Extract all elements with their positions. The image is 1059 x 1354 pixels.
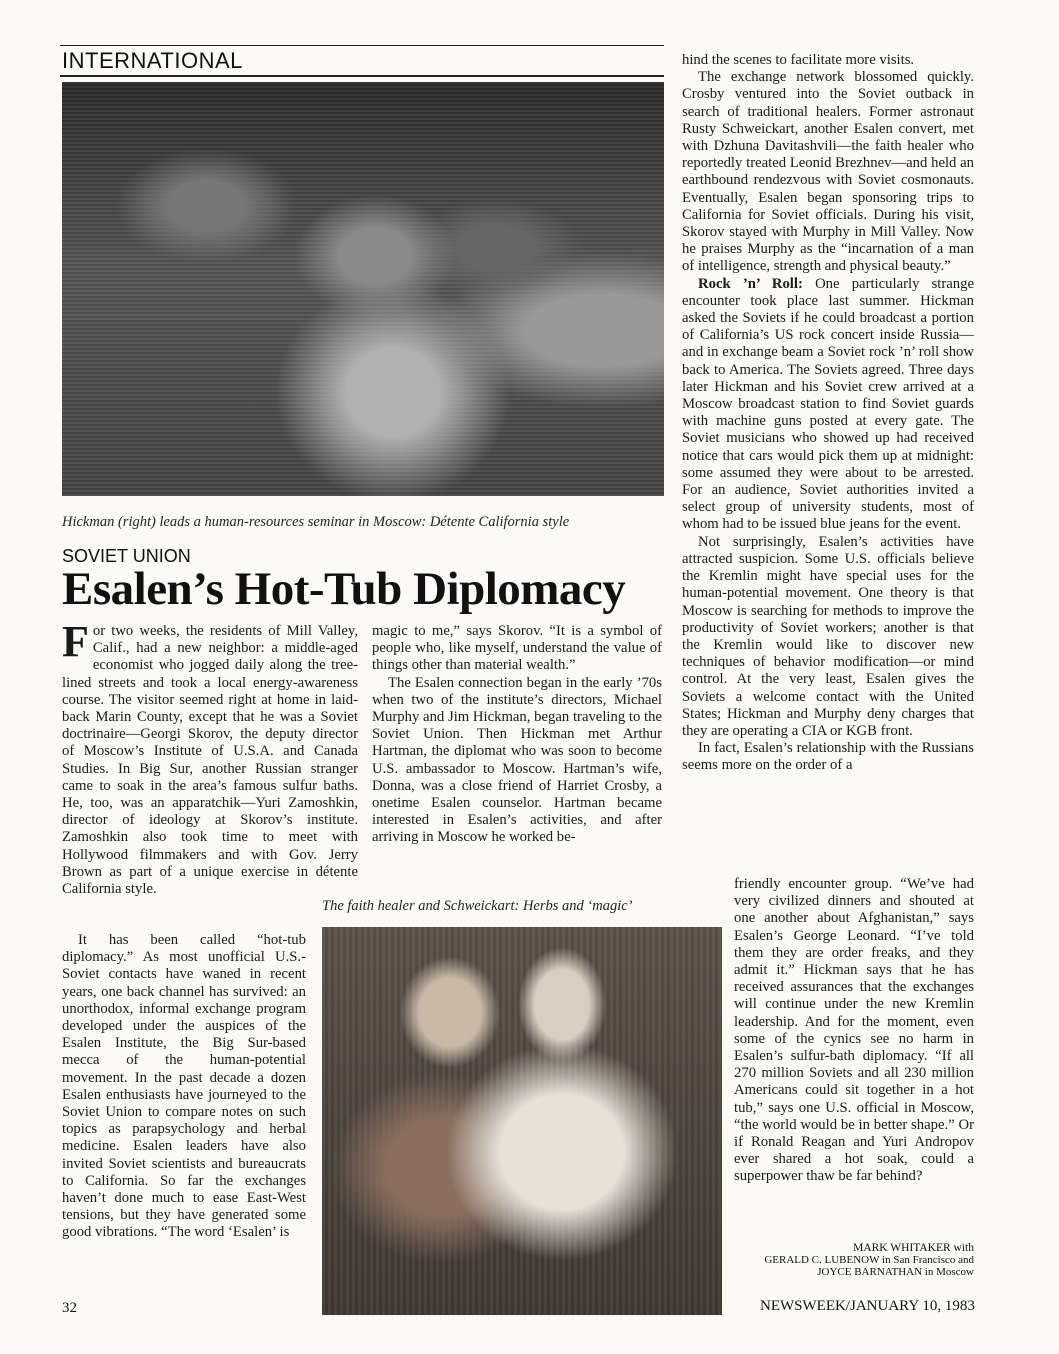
byline-contributor-1: GERALD C. LUBENOW in San Francisco and — [764, 1254, 974, 1266]
section-label: INTERNATIONAL — [62, 48, 243, 73]
column-2-paragraph-2: The Esalen connection began in the early ’70s when two of the institute’s directors, Michael Murphy and Jim Hickman, began traveling to the Soviet Union. Then Hickman met Arthur Hartman, the diplomat who was soon to become U.S. ambassador to Moscow. Hartman’s wife, Donna, was a close friend of Harriet Crosby, a onetime Esalen counselor. Hartman became interested in Esalen’s activities, and after arriving in Moscow he worked be- — [372, 674, 662, 846]
article-kicker: SOVIET UNION — [62, 546, 191, 566]
byline — [724, 1242, 974, 1278]
seminar-photo-caption: Hickman (right) leads a human-resources seminar in Moscow: Détente California style — [62, 514, 570, 530]
section-top-rule — [60, 45, 664, 46]
byline-author: MARK WHITAKER with — [853, 1242, 974, 1254]
column-1-paragraph-1: or two weeks, the residents of Mill Valley, Calif., had a new neighbor: a middle-aged economist who jogged daily along the tree-lined streets and took a local energy-awareness course. The visitor seemed right at home in laid-back Marin County, except that he was a Soviet doctrinaire—Georgi Skorov, the deputy director of Moscow’s Institute of U.S.A. and Canada Studies. In Big Sur, another Russian stranger came to soak in the area’s famous sulfur baths. He, too, was an apparatchik—Yuri Zamoshkin, director of ideology at Skorov’s institute. Zamoshkin also took time to meet with Hollywood filmmakers and with Gov. Jerry Brown as part of a unique exercise in détente California style. — [62, 623, 358, 898]
article-column-3 — [682, 52, 974, 870]
rock-n-roll-subhead: Rock ’n’ Roll: — [698, 275, 803, 292]
publication-date-footer: NEWSWEEK/JANUARY 10, 1983 — [760, 1298, 975, 1314]
column-3-paragraph-5b: friendly encounter group. “We’ve had very civilized dinners and shouted at one another about Afghanistan,” says Esalen’s George Leonard. “I’ve told them they are order freaks, and they admit it.” Hickman says that he has received assurances that the exchanges will continue under the new Kremlin leadership. And for the moment, even some of the cynics see no harm in Esalen’s sulfur-bath diplomacy. “If all 270 million Soviets and all 230 million Americans could sit together in a hot tub,” says one U.S. official in Moscow, “the world would be in better shape.” Or if Ronald Reagan and Yuri Andropov ever shared a hot soak, could a superpower thaw be far behind? — [734, 876, 974, 1185]
page-number: 32 — [62, 1300, 77, 1316]
column-1-paragraph-2: It has been called “hot-tub diplomacy.” As most unofficial U.S.-Soviet contacts have waned in recent years, one back channel has survived: an unorthodox, informal exchange program developed under the auspices of the Esalen Institute, the Big Sur-based mecca of the human-potential movement. In the past decade a dozen Esalen enthusiasts have journeyed to the Soviet Union to compare notes on such topics as parapsychology and herbal medicine. Esalen leaders have also invited Soviet scientists and bureaucrats to California. So far the exchanges haven’t done much to ease East-West tensions, but they have generated some good vibrations. “The word ‘Esalen’ is — [62, 932, 306, 1241]
drop-cap: F — [62, 623, 89, 666]
byline-contributor-2: JOYCE BARNATHAN in Moscow — [817, 1266, 974, 1278]
faith-healer-photo — [322, 927, 722, 1315]
faith-healer-photo-caption: The faith healer and Schweickart: Herbs and ‘magic’ — [322, 898, 633, 914]
column-3-paragraph-4: Not surprisingly, Esalen’s activities have attracted suspicion. Some U.S. officials believe the Kremlin might have special uses for the human-potential movement. One theory is that Moscow is searching for methods to improve the productivity of Soviet workers; another is that the Kremlin would like to discover new techniques of behavior modification—or mind control. At the very least, Esalen gives the Soviets a welcome contact with the United States; Hickman and Murphy deny charges that they are operating a CIA or KGB front. — [682, 533, 974, 739]
article-column-2 — [372, 623, 662, 885]
column-3-paragraph-1: hind the scenes to facilitate more visits. — [682, 52, 915, 68]
article-column-1-lower — [62, 932, 306, 1320]
article-column-1 — [62, 623, 358, 926]
column-3-paragraph-2: The exchange network blossomed quickly. Crosby ventured into the Soviet outback in search of traditional healers. Former astronaut Rusty Schweickart, another Esalen convert, met with Dzhuna Davitashvili—the faith healer who reportedly treated Leonid Brezhnev—and held an earthbound rendezvous with Soviet cosmonauts. Eventually, Esalen began sponsoring trips to California for Soviet officials. During his visit, Skorov stayed with Murphy in Mill Valley. Now he praises Murphy as the “incarnation of a man of intelligence, strength and physical beauty.” — [682, 69, 974, 275]
column-3-paragraph-5a: In fact, Esalen’s relationship with the Russians seems more on the order of a — [682, 740, 974, 774]
article-headline: Esalen’s Hot-Tub Diplomacy — [62, 563, 626, 615]
seminar-photo — [62, 82, 664, 496]
section-underline — [60, 75, 664, 77]
column-3-paragraph-3: One particularly strange encounter took place last summer. Hickman asked the Soviets if he could broadcast a portion of California’s US rock concert inside Russia—and in exchange beam a Soviet rock ’n’ roll show back to America. The Soviets agreed. Three days later Hickman and his Soviet crew arrived at a Moscow broadcast station to find Soviet guards with machine guns posted at every gate. The Soviet musicians who showed up had received notice that cars would pick them up at midnight: some assumed they were about to be arrested. For an audience, Soviet authorities invited a select group of university students, most of whom had to be issued blue jeans for the event. — [682, 275, 974, 533]
article-column-3-lower — [734, 876, 974, 1231]
column-2-paragraph-1: magic to me,” says Skorov. “It is a symbol of people who, like myself, understand the value of things other than material wealth.” — [372, 623, 662, 674]
